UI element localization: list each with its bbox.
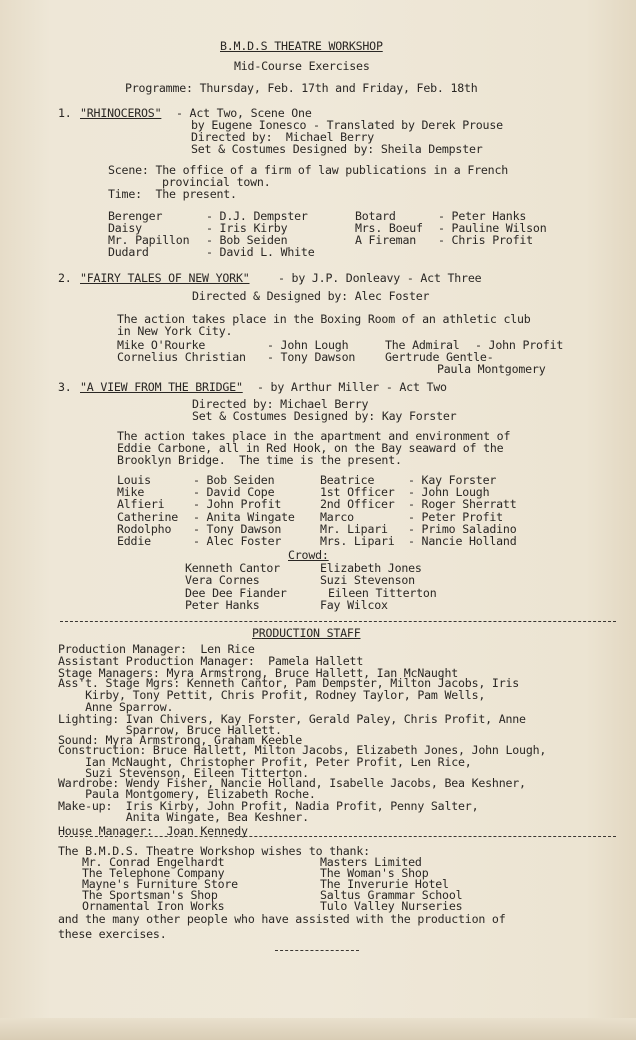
play-title: "A VIEW FROM THE BRIDGE"	[80, 380, 243, 394]
cast-role: Mr. Lipari	[320, 522, 388, 536]
play-number: 3.	[58, 380, 72, 394]
staff-line: Anita Wingate, Bea Keshner.	[58, 810, 309, 824]
cast-role: Beatrice	[320, 473, 375, 487]
staff-line: Assistant Production Manager: Pamela Hallett	[58, 654, 364, 668]
cast-role: Catherine	[117, 510, 179, 524]
staff-line: Suzi Stevenson, Eileen Titterton.	[58, 766, 309, 780]
cast-role: 1st Officer	[320, 485, 395, 499]
scene-description: Eddie Carbone, all in Red Hook, on the Bay seaward of the	[117, 441, 504, 455]
play-credit: Set & Costumes Designed by: Kay Forster	[192, 409, 457, 423]
thanks-closing: and the many other people who have assisted with the production of	[58, 912, 506, 926]
crowd-label: Crowd:	[288, 548, 329, 562]
cast-role: Alfieri	[117, 497, 165, 511]
cast-role: Daisy	[108, 221, 142, 235]
cast-actor: - Alec Foster	[193, 534, 282, 548]
staff-line: Ian McNaught, Christopher Profit, Peter Profit, Len Rice,	[58, 755, 472, 769]
play-act: - Act Two, Scene One	[176, 106, 312, 120]
cast-role: Cornelius Christian	[117, 350, 246, 364]
staff-line: Sound: Myra Armstrong, Graham Keeble	[58, 733, 303, 747]
cast-actor: - Pauline Wilson	[438, 221, 547, 235]
cast-role: The Admiral	[385, 338, 460, 352]
play-credit: Directed by: Michael Berry	[191, 130, 375, 144]
thanks-entry: Mayne's Furniture Store	[82, 877, 238, 891]
thanks-entry: The Inverurie Hotel	[320, 877, 449, 891]
staff-line: Construction: Bruce Hallett, Milton Jacobs, Elizabeth Jones, John Lough,	[58, 743, 547, 757]
scene-description: Brooklyn Bridge. The time is the present.	[117, 453, 402, 467]
cast-actor: - D.J. Dempster	[206, 209, 308, 223]
cast-actor: - David L. White	[206, 245, 315, 259]
cast-actor: - David Cope	[193, 485, 275, 499]
staff-line: House Manager: Joan Kennedy	[58, 824, 248, 838]
staff-line: Anne Sparrow.	[58, 700, 174, 714]
cast-role: Mike	[117, 485, 145, 499]
crowd-member: Dee Dee Fiander	[185, 586, 287, 600]
play-act: - by J.P. Donleavy - Act Three	[278, 271, 482, 285]
cast-actor: - Tony Dawson	[193, 522, 282, 536]
play-title: "RHINOCEROS"	[80, 106, 162, 120]
play-title: "FAIRY TALES OF NEW YORK"	[80, 271, 250, 285]
scene-description: The action takes place in the apartment and environment of	[117, 429, 511, 443]
thanks-entry: The Sportsman's Shop	[82, 888, 218, 902]
cast-actor: - Peter Profit	[408, 510, 503, 524]
end-divider	[275, 950, 359, 951]
cast-actor: - Bob Seiden	[206, 233, 288, 247]
cast-role: Mrs. Lipari	[320, 534, 395, 548]
thanks-entry: Masters Limited	[320, 855, 422, 869]
cast-role: Gertrude Gentle-	[385, 350, 494, 364]
crowd-member: Kenneth Cantor	[185, 561, 280, 575]
section-divider	[60, 836, 616, 837]
staff-line: Stage Managers: Myra Armstrong, Bruce Hallett, Ian McNaught	[58, 666, 459, 680]
cast-actor: - Tony Dawson	[267, 350, 356, 364]
cast-actor: - John Lough	[408, 485, 490, 499]
staff-line: Make-up: Iris Kirby, John Profit, Nadia Profit, Penny Salter,	[58, 799, 479, 813]
cast-actor: - Primo Saladino	[408, 522, 517, 536]
staff-line: Lighting: Ivan Chivers, Kay Forster, Gerald Paley, Chris Profit, Anne	[58, 712, 526, 726]
cast-role: Rodolpho	[117, 522, 172, 536]
staff-line: Paula Montgomery, Elizabeth Roche.	[58, 787, 316, 801]
cast-role: Botard	[355, 209, 396, 223]
programme-title: B.M.D.S THEATRE WORKSHOP	[220, 39, 383, 53]
scene-time: Time: The present.	[108, 187, 237, 201]
play-number: 1.	[58, 106, 72, 120]
play-credit: by Eugene Ionesco - Translated by Derek Prouse	[191, 118, 503, 132]
cast-actor: - Roger Sherratt	[408, 497, 517, 511]
cast-actor: - John Profit	[475, 338, 564, 352]
staff-line: Sparrow, Bruce Hallett.	[58, 723, 282, 737]
play-credit: Set & Costumes Designed by: Sheila Dempster	[191, 142, 483, 156]
thanks-entry: The Woman's Shop	[320, 866, 429, 880]
cast-actor: - Anita Wingate	[193, 510, 295, 524]
cast-actor: - Peter Hanks	[438, 209, 527, 223]
thanks-intro: The B.M.D.S. Theatre Workshop wishes to thank:	[58, 844, 370, 858]
cast-actor: - Kay Forster	[408, 473, 497, 487]
cast-role: Mrs. Boeuf	[355, 221, 423, 235]
crowd-member: Elizabeth Jones	[320, 561, 422, 575]
cast-actor: - Nancie Holland	[408, 534, 517, 548]
staff-heading: PRODUCTION STAFF	[252, 626, 361, 640]
cast-role: Mr. Papillon	[108, 233, 190, 247]
crowd-member: Peter Hanks	[185, 598, 260, 612]
cast-role: Eddie	[117, 534, 151, 548]
cast-role: Dudard	[108, 245, 149, 259]
scene-description: in New York City.	[117, 324, 233, 338]
cast-role: Louis	[117, 473, 151, 487]
thanks-entry: The Telephone Company	[82, 866, 225, 880]
programme-subtitle: Mid-Course Exercises	[234, 59, 370, 73]
scene-description: The action takes place in the Boxing Room of an athletic club	[117, 312, 531, 326]
play-act: - by Arthur Miller - Act Two	[257, 380, 447, 394]
paper-fold-shadow	[0, 1018, 636, 1040]
staff-line: Ass't. Stage Mgrs: Kenneth Cantor, Pam Dempster, Milton Jacobs, Iris	[58, 676, 520, 690]
crowd-member: Suzi Stevenson	[320, 573, 415, 587]
play-credit: Directed by: Michael Berry	[192, 397, 369, 411]
crowd-member: Eileen Titterton	[328, 586, 437, 600]
cast-role: Mike O'Rourke	[117, 338, 206, 352]
play-credit: Directed & Designed by: Alec Foster	[192, 289, 430, 303]
cast-role: 2nd Officer	[320, 497, 395, 511]
cast-actor: - John Profit	[193, 497, 282, 511]
play-number: 2.	[58, 271, 72, 285]
staff-line: Wardrobe: Wendy Fisher, Nancie Holland, Isabelle Jacobs, Bea Keshner,	[58, 776, 526, 790]
cast-actor: - Bob Seiden	[193, 473, 275, 487]
cast-actor: - John Lough	[267, 338, 349, 352]
thanks-closing: these exercises.	[58, 927, 167, 941]
cast-actor: - Chris Profit	[438, 233, 533, 247]
thanks-entry: Mr. Conrad Engelhardt	[82, 855, 225, 869]
thanks-entry: Saltus Grammar School	[320, 888, 463, 902]
staff-line: Production Manager: Len Rice	[58, 642, 255, 656]
cast-actor: Paula Montgomery	[437, 362, 546, 376]
programme-dates: Programme: Thursday, Feb. 17th and Friday, Feb. 18th	[125, 81, 478, 95]
cast-role: Marco	[320, 510, 354, 524]
section-divider	[60, 621, 616, 622]
staff-line: Kirby, Tony Pettit, Chris Profit, Rodney Taylor, Pam Wells,	[58, 688, 486, 702]
thanks-entry: Tulo Valley Nurseries	[320, 899, 463, 913]
crowd-member: Fay Wilcox	[320, 598, 388, 612]
scene-description: provincial town.	[162, 175, 271, 189]
thanks-entry: Ornamental Iron Works	[82, 899, 225, 913]
cast-actor: - Iris Kirby	[206, 221, 288, 235]
scene-description: Scene: The office of a firm of law publications in a French	[108, 163, 509, 177]
cast-role: A Fireman	[355, 233, 417, 247]
crowd-member: Vera Cornes	[185, 573, 260, 587]
cast-role: Berenger	[108, 209, 163, 223]
